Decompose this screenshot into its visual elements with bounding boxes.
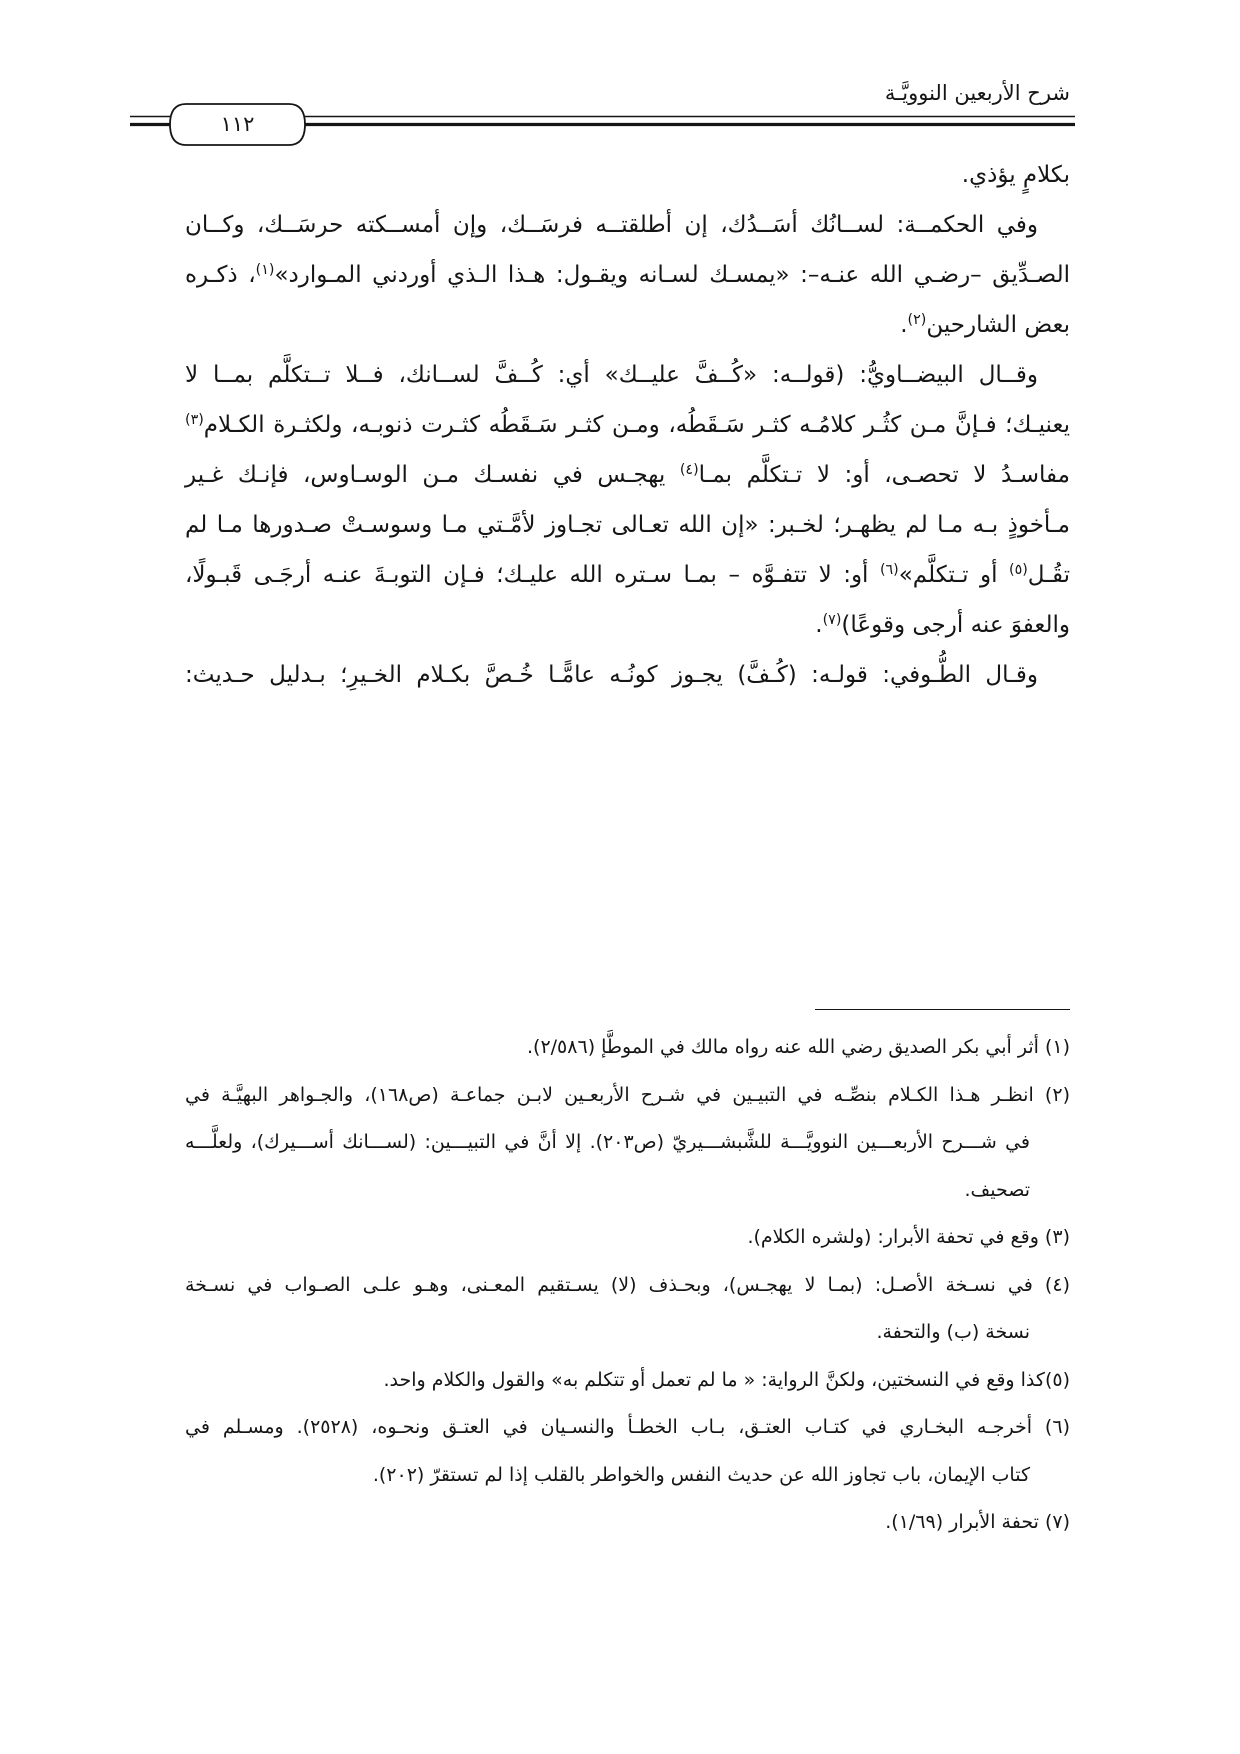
footnote-2-continuation: تصحيف. — [964, 1178, 1030, 1201]
text-segment: بعض الشارحين — [926, 312, 1070, 338]
text-segment: تقُـل — [1027, 562, 1070, 588]
footnote-6: (٦) أخرجـه البخـاري في كتـاب العتـق، بـاب الخطـأ والنسـيان في العتـق ونحـوه، (٢٥٢٨). ومسـلم في — [185, 1416, 1070, 1438]
paragraph-first-line: وقــال البيضــاويُّ: (قولــه: «كُــفَّ عليــك» أي: كُــفَّ لســانك، فــلا تــتكلَّم بمــا لا — [185, 362, 1038, 388]
page-number: ١١٢ — [220, 112, 255, 136]
text-segment: يعنيـك؛ فـإنَّ مـن كثُـر كلامُـه كثـر سَـقَطُه، ومـن كثـر سَـقَطُه كثـرت ذنوبـه، ولكثـرة الكـلام — [203, 412, 1070, 438]
paragraph-first-line: وفي الحكمــة: لســانُك أسَــدُك، إن أطلقتــه فرسَــك، وإن أمســكته حرسَــك، وكــان — [185, 212, 1038, 238]
footnote-ref-6: (٦) — [879, 562, 899, 579]
main-text — [185, 150, 1070, 700]
text-line — [185, 550, 1070, 600]
footnote-2: (٢) انظـر هـذا الكـلام بنصِّـه في التبيـين في شـرح الأربعـين لابـن جماعـة (ص١٦٨)، والجـواهر البهيَّـة في — [185, 1083, 1070, 1106]
text-line: مـأخوذٍ بـه مـا لم يظهـر؛ لخـبر: «إن الله تعـالى تجـاوز لأمَّـتي مـا وسوسـتْ صـدورها مـا لم — [185, 512, 1070, 538]
footnote-4: (٤) في نسـخة الأصـل: (بمـا لا يهجـس)، وبحـذف (لا) يسـتقيم المعـنى، وهـو علـى الصـواب في نسـخة — [185, 1273, 1070, 1296]
footnotes — [185, 1024, 1070, 1547]
footnote-3: (٣) وقع في تحفة الأبرار: (ولشره الكلام). — [747, 1226, 1070, 1248]
text-segment: . — [815, 612, 823, 638]
text-segment: الصـدِّيق –رضـي الله عنـه–: «يمسـك لسـانه ويقـول: هـذا الـذي أوردني المـوارد» — [274, 262, 1070, 288]
paragraph-first-line: وقـال الطُّـوفي: قولـه: (كُـفَّ) يجـوز كونُـه عامًّـا خُـصَّ بكـلام الخـيرِ؛ بـدليل حـديث: — [185, 662, 1038, 688]
footnote-5: (٥)كذا وقع في النسختين، ولكنَّ الرواية: « ما لم تعمل أو تتكلم به» والقول والكلام واحد. — [383, 1368, 1070, 1391]
text-segment: . — [900, 312, 908, 338]
text-segment: ، ذكـره — [185, 262, 256, 288]
footnote-4-continuation: نسخة (ب) والتحفة. — [876, 1321, 1030, 1343]
footnote-ref-1: (١) — [255, 262, 275, 279]
text-line: بكلامٍ يؤذي. — [961, 162, 1070, 188]
footnote-1: (١) أثر أبي بكر الصديق رضي الله عنه رواه مالك في الموطَّإ (٢/٥٨٦). — [527, 1036, 1070, 1058]
footnote-7: (٧) تحفة الأبرار (١/٦٩). — [885, 1511, 1070, 1533]
text-line — [185, 300, 1070, 350]
footnote-ref-4: (٤) — [679, 462, 699, 479]
footnote-ref-3: (٣) — [185, 412, 204, 429]
footnote-separator — [815, 1009, 1070, 1010]
text-segment: يهجـس في نفسـك مـن الوسـاوس، فإنـك غـير — [185, 462, 680, 488]
text-line — [185, 600, 1070, 650]
footnote-6-continuation: كتاب الإيمان، باب تجاوز الله عن حديث النفس والخواطر بالقلب إذا لم تستقرّ (٢٠٢). — [372, 1463, 1030, 1486]
footnote-ref-2: (٢) — [907, 312, 927, 329]
text-segment: مفاسـدُ لا تحصـى، أو: لا تـتكلَّم بمـا — [698, 462, 1070, 488]
running-title: شرح الأربعين النوويَّـة — [884, 81, 1070, 105]
text-segment: أو: لا تتفـوَّه – بمـا سـتره الله عليـك؛ فـإن التوبـةَ عنـه أرجَـى قَبـولًا، — [185, 562, 880, 588]
text-line — [185, 250, 1070, 300]
footnote-ref-7: (٧) — [822, 612, 842, 629]
text-line — [185, 400, 1070, 450]
footnote-ref-5: (٥) — [1009, 562, 1028, 579]
text-segment: أو تـتكلَّم» — [898, 562, 1010, 588]
footnote-2-continuation: في شـــرح الأربعـــين النوويَّـــة للشَّبشـــيريّ (ص٢٠٣). إلا أنَّ في التبيـــين: (لســـانك أســـيرك)، ولعلَّـــه — [185, 1131, 1030, 1153]
text-line — [185, 450, 1070, 500]
text-segment: والعفوَ عنه أرجى وقوعًا) — [841, 612, 1070, 638]
